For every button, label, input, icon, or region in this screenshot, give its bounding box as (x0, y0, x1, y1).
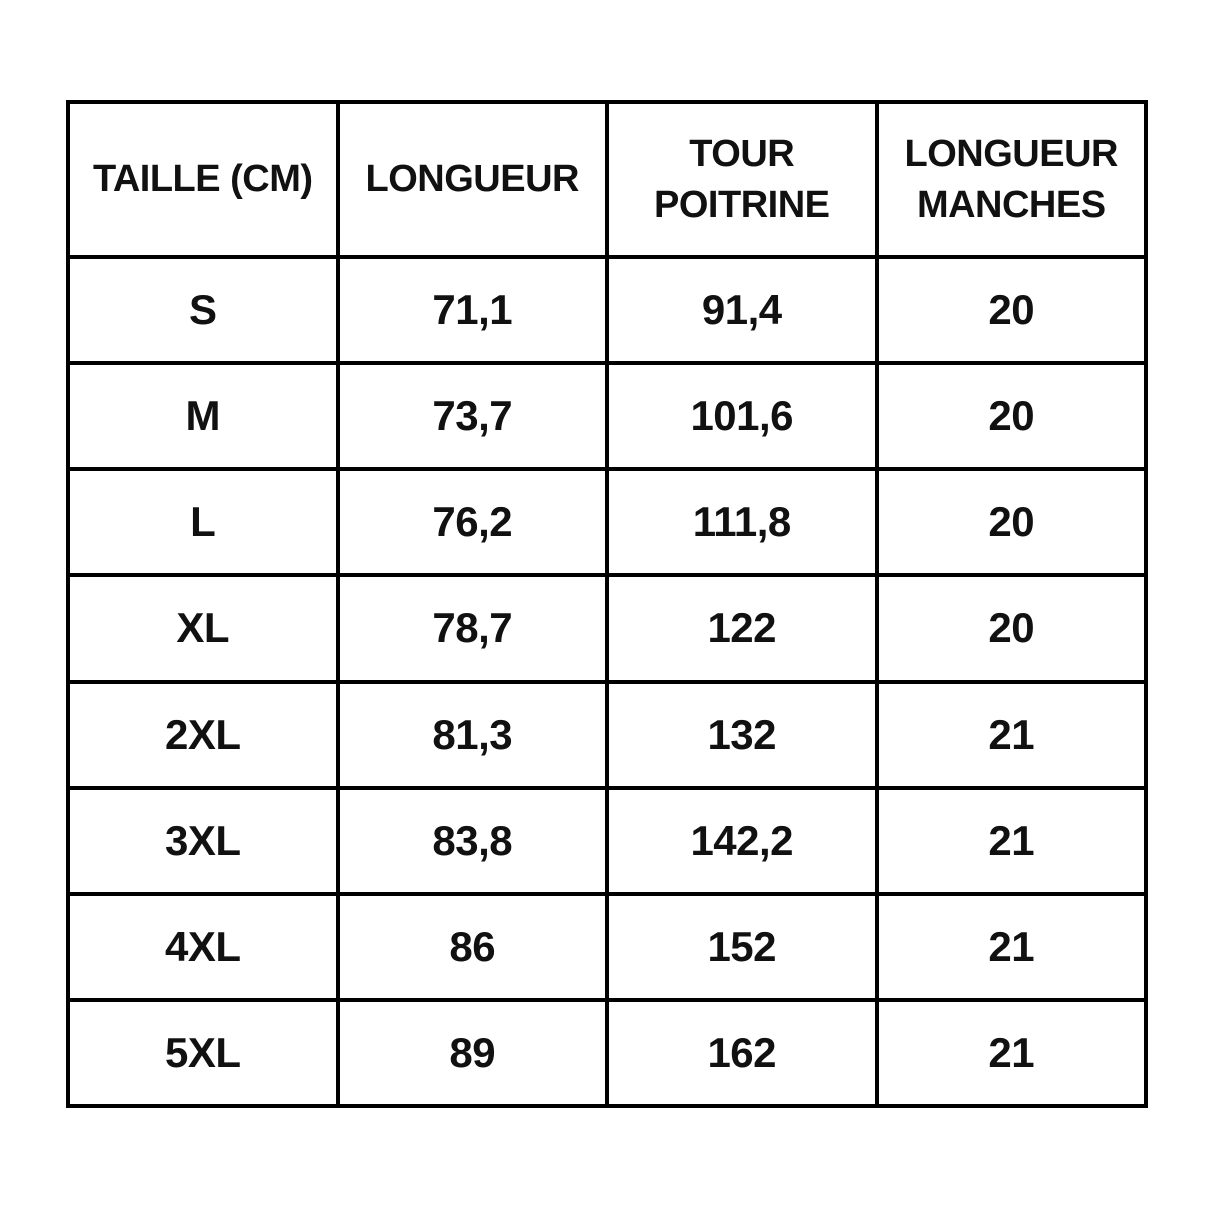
column-header-label: TOUR POITRINE (654, 133, 830, 226)
longueur-manches-value-cell: 20 (877, 257, 1147, 363)
size-label-cell: S (68, 257, 338, 363)
tour-poitrine-value-cell: 101,6 (607, 363, 877, 469)
longueur-manches-value-cell: 21 (877, 894, 1147, 1000)
column-header-longueur-manches (877, 102, 1147, 257)
table-row-l (68, 469, 1146, 575)
longueur-manches-value-cell: 21 (877, 682, 1147, 788)
longueur-value-cell: 81,3 (338, 682, 608, 788)
column-header-longueur (338, 102, 608, 257)
size-label-cell: M (68, 363, 338, 469)
size-label-cell: L (68, 469, 338, 575)
longueur-manches-value-cell: 20 (877, 469, 1147, 575)
tour-poitrine-value-cell: 122 (607, 575, 877, 681)
longueur-manches-value-cell: 20 (877, 363, 1147, 469)
size-label-cell: XL (68, 575, 338, 681)
table-row-xl (68, 575, 1146, 681)
longueur-value-cell: 78,7 (338, 575, 608, 681)
longueur-value-cell: 73,7 (338, 363, 608, 469)
column-header-label: TAILLE (CM) (92, 158, 313, 201)
tour-poitrine-value-cell: 111,8 (607, 469, 877, 575)
tour-poitrine-value-cell: 162 (607, 1000, 877, 1106)
tour-poitrine-value-cell: 132 (607, 682, 877, 788)
longueur-value-cell: 76,2 (338, 469, 608, 575)
table-row-m (68, 363, 1146, 469)
longueur-value-cell: 86 (338, 894, 608, 1000)
tour-poitrine-value-cell: 91,4 (607, 257, 877, 363)
size-label-cell: 2XL (68, 682, 338, 788)
table-row-4xl (68, 894, 1146, 1000)
table-row-s (68, 257, 1146, 363)
table-row-2xl (68, 682, 1146, 788)
column-header-tour-poitrine (607, 102, 877, 257)
column-header-label: LONGUEUR MANCHES (904, 133, 1118, 226)
longueur-value-cell: 89 (338, 1000, 608, 1106)
longueur-manches-value-cell: 21 (877, 1000, 1147, 1106)
tour-poitrine-value-cell: 152 (607, 894, 877, 1000)
longueur-value-cell: 83,8 (338, 788, 608, 894)
column-header-label: LONGUEUR (365, 158, 579, 201)
header-row (68, 102, 1146, 257)
size-label-cell: 4XL (68, 894, 338, 1000)
size-chart (66, 100, 1148, 1108)
longueur-value-cell: 71,1 (338, 257, 608, 363)
size-label-cell: 5XL (68, 1000, 338, 1106)
longueur-manches-value-cell: 21 (877, 788, 1147, 894)
table-body (68, 257, 1146, 1106)
table-row-3xl (68, 788, 1146, 894)
column-header-taille-cm (68, 102, 338, 257)
table-header (68, 102, 1146, 257)
table-row-5xl (68, 1000, 1146, 1106)
tour-poitrine-value-cell: 142,2 (607, 788, 877, 894)
longueur-manches-value-cell: 20 (877, 575, 1147, 681)
size-label-cell: 3XL (68, 788, 338, 894)
size-chart-table (66, 100, 1148, 1108)
